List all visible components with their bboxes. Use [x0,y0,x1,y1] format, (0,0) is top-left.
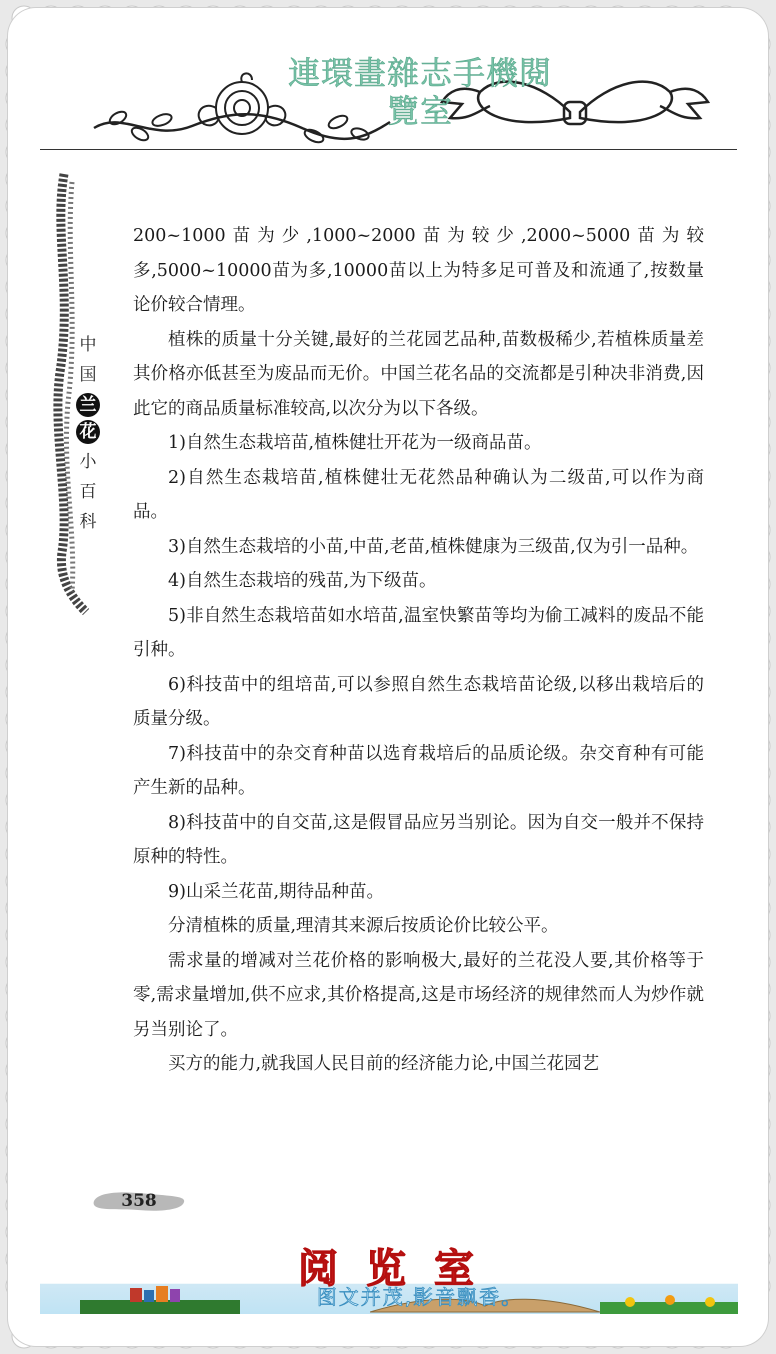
list-item: 7)科技苗中的杂交育种苗以选育栽培后的品质论级。杂交育种有可能产生新的品种。 [133,743,704,798]
side-label-char: 中 [79,335,97,355]
side-label-char: 科 [79,512,97,532]
side-label-char: 国 [79,365,97,385]
list-item: 5)非自然生态栽培苗如水培苗,温室快繁苗等均为偷工减料的废品不能引种。 [133,605,704,660]
list-item: 6)科技苗中的组培苗,可以参照自然生态栽培苗论级,以移出栽培后的质量分级。 [133,674,704,729]
list-item: 8)科技苗中的自交苗,这是假冒品应另当别论。因为自交一般并不保持原种的特性。 [133,812,704,867]
side-label-char: 小 [79,452,97,472]
footer-banner [40,1246,738,1314]
list-item: 4)自然生态栽培的残苗,为下级苗。 [168,571,437,591]
list-item: 2)自然生态栽培苗,植株健壮无花然品种确认为二级苗,可以作为商品。 [133,467,704,522]
paragraph: 买方的能力,就我国人民目前的经济能力论,中国兰花园艺 [168,1054,600,1074]
side-label-char: 百 [79,482,97,502]
paragraph: 分清植株的质量,理清其来源后按质论价比较公平。 [168,916,559,936]
list-item: 9)山采兰花苗,期待品种苗。 [168,881,385,902]
side-category-label [76,330,100,537]
list-item: 1)自然生态栽培苗,植株健壮开花为一级商品苗。 [168,433,542,453]
paragraph: 需求量的增减对兰花价格的影响极大,最好的兰花没人要,其价格等于零,需求量增加,供不应求,其价格提高,这是市场经济的规律然而人为炒作就另当别论了。 [133,950,704,1040]
list-item: 3)自然生态栽培的小苗,中苗,老苗,植株健康为三级苗,仅为引一品种。 [168,536,699,557]
side-label-char-highlight: 花 [76,420,100,444]
article-body [133,219,704,1082]
banner-title: 阅览室 [298,1246,502,1292]
header-divider [40,149,737,150]
banner-slogan: 图文并茂,影音飘香。 [316,1285,524,1309]
header-banner [40,40,740,148]
paragraph: 植株的质量十分关键,最好的兰花园艺品种,苗数极稀少,若植株质量差其价格亦低甚至为废品而无价。中国兰花名品的交流都是引种决非消费,因此它的商品质量标准较高,以次分为以下各级。 [133,329,704,419]
page-number: 358 [121,1191,157,1211]
header-title: 連環畫雜志手機閱 覽室 [287,54,552,130]
paragraph: 200~1000苗为少,1000~2000苗为较少,2000~5000苗为较多,5000~10000苗为多,10000苗以上为特多足可普及和流通了,按数量论价较合情理。 [133,226,704,315]
side-label-char-highlight: 兰 [76,393,100,417]
